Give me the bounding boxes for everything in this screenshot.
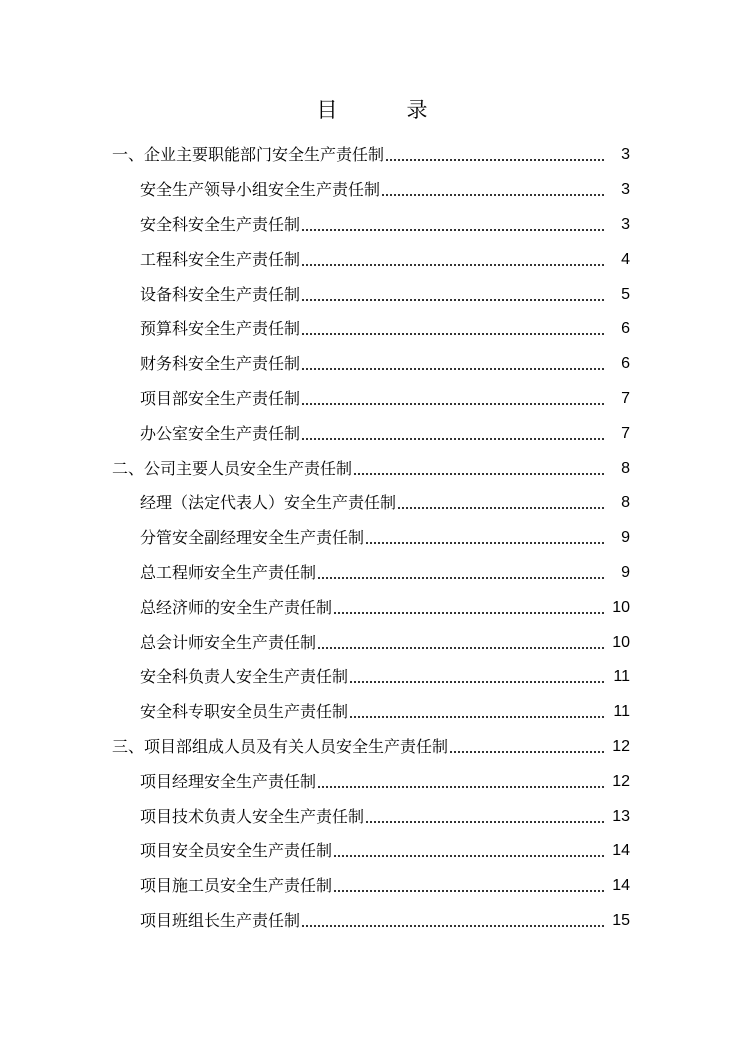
dot-leader (317, 772, 605, 792)
toc-entry[interactable] (0, 660, 744, 695)
toc-entry-title: 经理（法定代表人）安全生产责任制 (140, 493, 397, 513)
toc-entry[interactable] (0, 451, 744, 486)
toc-page-number: 6 (621, 320, 630, 338)
dot-leader (333, 598, 605, 618)
toc-entry-title: 工程科安全生产责任制 (140, 249, 301, 269)
dot-leader (333, 876, 605, 896)
toc-entry[interactable] (0, 312, 744, 347)
toc-entry[interactable] (0, 242, 744, 277)
dot-leader (397, 493, 605, 513)
dot-leader (381, 180, 605, 200)
dot-leader (317, 633, 605, 653)
toc-page-number: 10 (612, 633, 630, 651)
dot-leader (349, 702, 605, 722)
dot-leader (349, 667, 605, 687)
toc-entry[interactable] (0, 486, 744, 521)
toc-entry-title: 财务科安全生产责任制 (140, 354, 301, 374)
toc-entry-title: 安全科负责人安全生产责任制 (140, 667, 349, 687)
dot-leader (353, 459, 605, 479)
toc-entry-title: 项目施工员安全生产责任制 (140, 876, 333, 896)
toc-entry[interactable] (0, 695, 744, 730)
toc-page-number: 10 (612, 598, 630, 616)
toc-page-number: 3 (621, 215, 630, 233)
toc-entry-title: 项目安全员安全生产责任制 (140, 841, 333, 861)
toc-entry[interactable] (0, 799, 744, 834)
dot-leader (301, 354, 605, 374)
toc-page-number: 8 (621, 459, 630, 477)
toc-page-number: 15 (612, 911, 630, 929)
toc-page-number: 11 (613, 703, 630, 721)
toc-page-number: 5 (621, 285, 630, 303)
toc-page-number: 9 (621, 563, 630, 581)
dot-leader (301, 319, 605, 339)
dot-leader (301, 215, 605, 235)
toc-entry-title: 项目经理安全生产责任制 (140, 771, 317, 791)
toc-entry-title: 安全科安全生产责任制 (140, 214, 301, 234)
toc-entry[interactable] (0, 138, 744, 173)
toc-entry-title: 总会计师安全生产责任制 (140, 632, 317, 652)
toc-entry-title: 项目班组长生产责任制 (140, 910, 301, 930)
toc-entry-title: 设备科安全生产责任制 (140, 284, 301, 304)
toc-page-number: 4 (621, 250, 630, 268)
toc-entry-title: 安全科专职安全员生产责任制 (140, 702, 349, 722)
dot-leader (301, 285, 605, 305)
toc-entry[interactable] (0, 382, 744, 417)
toc-entry-title: 预算科安全生产责任制 (140, 319, 301, 339)
toc-entry[interactable] (0, 208, 744, 243)
toc-entry-title: 三、项目部组成人员及有关人员安全生产责任制 (112, 736, 449, 756)
toc-page-number: 8 (621, 494, 630, 512)
toc-entry[interactable] (0, 625, 744, 660)
toc-page-number: 3 (621, 181, 630, 199)
toc-entry[interactable] (0, 869, 744, 904)
toc-page-number: 9 (621, 529, 630, 547)
toc-title: 目 录 (316, 98, 452, 122)
toc-entry-title: 安全生产领导小组安全生产责任制 (140, 180, 381, 200)
dot-leader (301, 389, 605, 409)
toc-entry[interactable] (0, 834, 744, 869)
dot-leader (317, 563, 605, 583)
toc-entry[interactable] (0, 556, 744, 591)
dot-leader (365, 807, 605, 827)
toc-page-number: 12 (612, 772, 630, 790)
toc-entry[interactable] (0, 347, 744, 382)
toc-entry[interactable] (0, 521, 744, 556)
toc-page-number: 14 (612, 842, 630, 860)
toc-entry[interactable] (0, 277, 744, 312)
toc-entry[interactable] (0, 173, 744, 208)
toc-entry-title: 分管安全副经理安全生产责任制 (140, 528, 365, 548)
dot-leader (301, 911, 605, 931)
toc-entry-title: 办公室安全生产责任制 (140, 423, 301, 443)
toc-page-number: 6 (621, 355, 630, 373)
dot-leader (449, 737, 605, 757)
toc-entry-title: 二、公司主要人员安全生产责任制 (112, 458, 353, 478)
dot-leader (365, 528, 605, 548)
dot-leader (301, 250, 605, 270)
toc-entry-title: 一、企业主要职能部门安全生产责任制 (112, 145, 385, 165)
toc-page-number: 3 (621, 146, 630, 164)
toc-entry-title: 项目部安全生产责任制 (140, 388, 301, 408)
toc-page-number: 7 (621, 389, 630, 407)
toc-entry[interactable] (0, 904, 744, 939)
table-of-contents (0, 138, 744, 938)
toc-entry-title: 项目技术负责人安全生产责任制 (140, 806, 365, 826)
toc-page-number: 11 (613, 668, 630, 686)
toc-entry[interactable] (0, 590, 744, 625)
toc-page-number: 14 (612, 877, 630, 895)
toc-page-number: 7 (621, 424, 630, 442)
toc-page-number: 13 (612, 807, 630, 825)
toc-entry-title: 总经济师的安全生产责任制 (140, 597, 333, 617)
toc-entry[interactable] (0, 416, 744, 451)
toc-page-number: 12 (612, 737, 630, 755)
toc-entry[interactable] (0, 730, 744, 765)
toc-entry-title: 总工程师安全生产责任制 (140, 562, 317, 582)
dot-leader (301, 424, 605, 444)
dot-leader (333, 841, 605, 861)
toc-entry[interactable] (0, 764, 744, 799)
dot-leader (385, 145, 605, 165)
